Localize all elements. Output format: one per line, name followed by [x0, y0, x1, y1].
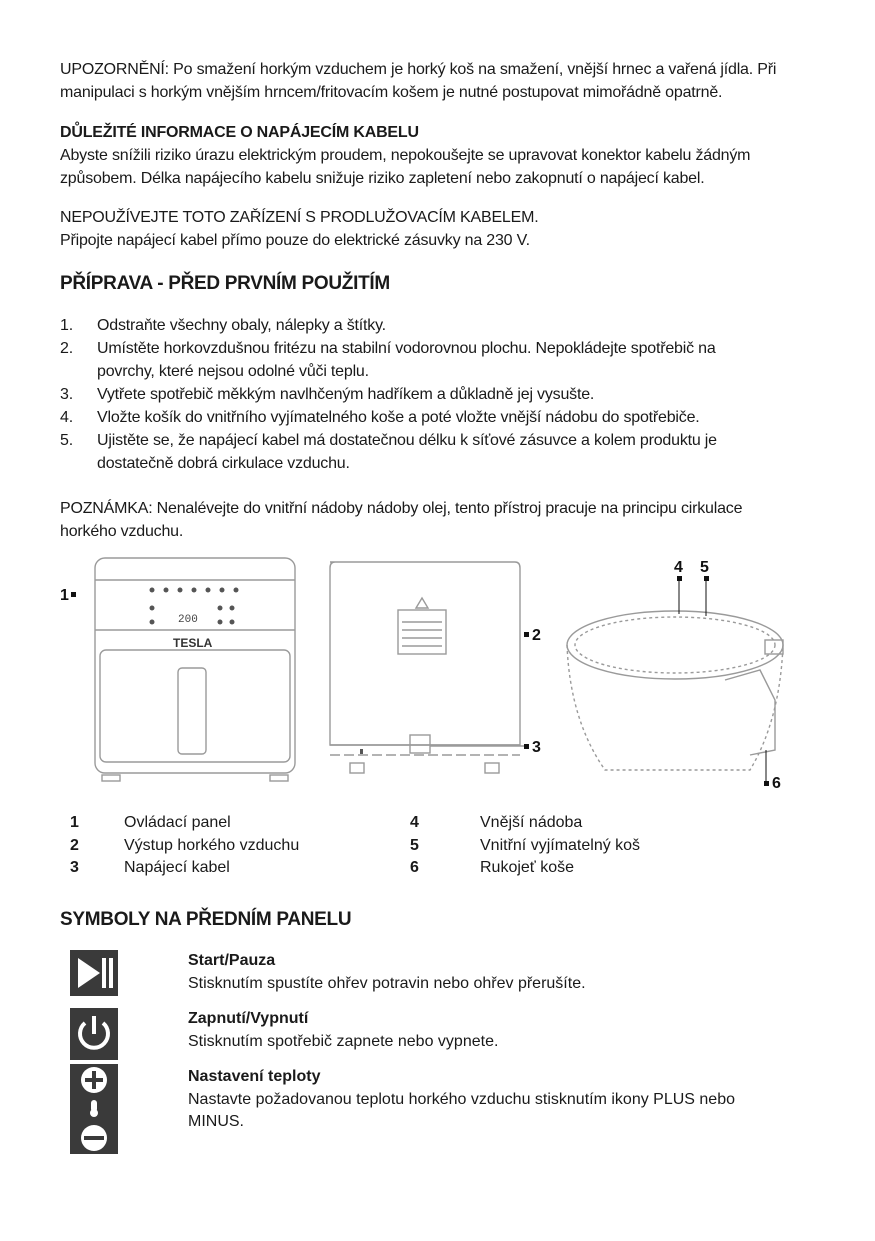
prep-heading: PŘÍPRAVA - PŘED PRVNÍM POUŽITÍM — [60, 273, 390, 294]
basket-handle — [725, 670, 775, 755]
airfryer-figure — [60, 550, 790, 795]
power-cable-port — [410, 735, 430, 753]
list-item: 1. Odstraňte všechny obaly, nálepky a štítky. — [60, 317, 386, 334]
callout-3: 3 — [532, 739, 541, 756]
inner-basket-rim — [575, 617, 775, 673]
power-description: Zapnutí/Vypnutí Stisknutím spotřebič zapnete nebo vypnete. — [188, 1010, 499, 1050]
start-pause-description: Start/Pauza Stisknutím spustíte ohřev potravin nebo ohřev přerušíte. — [188, 952, 586, 992]
power-icon — [70, 1008, 118, 1060]
start-pause-icon — [70, 950, 118, 996]
callout-2: 2 — [532, 627, 541, 644]
front-view-drawer — [100, 650, 290, 762]
legend-row: 3 Napájecí kabel 6 Rukojeť koše — [70, 859, 575, 876]
list-item: 2. Umístěte horkovzdušnou fritézu na stabilní vodorovnou plochu. Nepokládejte spotřebič na povrchy, které nejsou odolné vůči teplu. — [60, 340, 716, 380]
prep-steps — [60, 314, 820, 475]
callout-6: 6 — [772, 775, 781, 792]
temperature-icon — [70, 1064, 118, 1154]
cable-paragraph: Abyste snížili riziko úrazu elektrickým proudem, nepokoušejte se upravovat konektor kabelu žádným způsobem. Délka napájecího kabelu snižuje riziko zapletení nebo zakopnutí o napájecí kabel. — [60, 147, 751, 187]
symbols-heading: SYMBOLY NA PŘEDNÍM PANELU — [60, 909, 352, 930]
note-paragraph: POZNÁMKA: Nenalévejte do vnitřní nádoby nádoby olej, tento přístroj pracuje na principu cirkulace horkého vzduchu. — [60, 500, 743, 540]
brand-logo: TESLA — [173, 636, 213, 650]
callout-5: 5 — [700, 559, 709, 576]
cable-heading: DŮLEŽITÉ INFORMACE O NAPÁJECÍM KABELU — [60, 124, 419, 141]
list-item: 4. Vložte košík do vnitřního vyjímatelného koše a poté vložte vnější nádobu do spotřebiče. — [60, 409, 700, 426]
front-view-handle — [178, 668, 206, 754]
list-item: 3. Vytřete spotřebič měkkým navlhčeným hadříkem a důkladně jej vysušte. — [60, 386, 595, 403]
page-body — [60, 58, 820, 543]
list-item: 5. Ujistěte se, že napájecí kabel má dostatečnou délku k síťové zásuvce a kolem produktu je dostatečně dobrá cirkulace vzduchu. — [60, 432, 717, 472]
figure-legend — [68, 812, 768, 880]
legend-row: 1 Ovládací panel 4 Vnější nádoba — [70, 814, 583, 831]
legend-row: 2 Výstup horkého vzduchu 5 Vnitřní vyjímatelný koš — [70, 836, 641, 854]
extension-paragraph: NEPOUŽÍVEJTE TOTO ZAŘÍZENÍ S PRODLUŽOVACÍM KABELEM. Připojte napájecí kabel přímo pouze do elektrické zásuvky na 230 V. — [60, 209, 539, 249]
callout-4: 4 — [674, 559, 683, 576]
outer-pot-rim — [567, 611, 783, 679]
display-readout: 200 — [178, 614, 198, 626]
callout-1: 1 — [60, 587, 69, 604]
warning-paragraph: UPOZORNĚNÍ: Po smažení horkým vzduchem je horký koš na smažení, vnější hrnec a vařená jídla. Při manipulaci s horkým vnějším hrncem/fritovacím košem je nutné postupovat mimořádně opatrně. — [60, 61, 777, 101]
temperature-description: Nastavení teploty Nastavte požadovanou teplotu horkého vzduchu stisknutím ikony PLUS nebo MINUS. — [188, 1068, 735, 1130]
hot-air-outlet — [398, 610, 446, 654]
